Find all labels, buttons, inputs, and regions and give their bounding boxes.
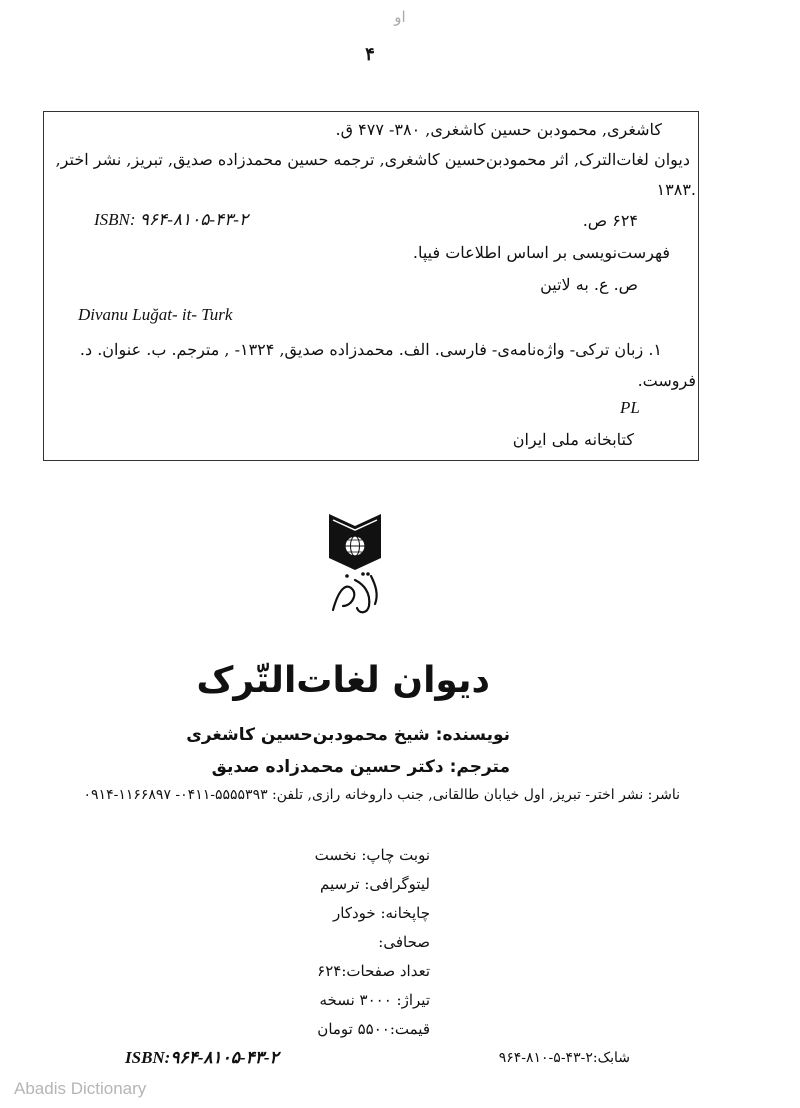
header-mark: او: [394, 8, 406, 26]
site-watermark: Abadis Dictionary: [14, 1079, 147, 1098]
cip-series-line: فروست.: [637, 371, 696, 390]
spec-binding: صحافی:: [378, 933, 430, 951]
cip-latin-note: ص. ع. به لاتین: [540, 275, 638, 294]
page-number: ۴: [365, 44, 375, 65]
translator-credit: مترجم: دکتر حسین محمدزاده صدیق: [211, 757, 510, 777]
spec-edition: نوبت چاپ: نخست: [314, 846, 430, 864]
cip-library: کتابخانه ملی ایران: [512, 430, 634, 449]
publisher-info: ناشر: نشر اختر- تبریز, اول خیابان طالقانی, جنب داروخانه رازی, تلفن: ۵۵۵۵۳۹۳-۰۴۱۱- ۱۱۶۶۸۹۷-۰۹۱۴: [83, 787, 680, 803]
cip-year-line: ۱۳۸۳.: [656, 180, 696, 199]
cip-fipa-note: فهرست‌نویسی بر اساس اطلاعات فیپا.: [412, 243, 670, 262]
cip-author-line: کاشغری, محمودبن حسین کاشغری, ۳۸۰- ۴۷۷ ق.: [335, 120, 662, 139]
cip-classification: PL: [620, 398, 640, 417]
cip-subject-line: ۱. زبان ترکی- واژه‌نامه‌ی- فارسی. الف. محمدزاده صدیق, ۱۳۲۴- , مترجم. ب. عنوان. د.: [79, 340, 662, 359]
author-credit: نویسنده: شیخ محمودبن‌حسین کاشغری: [186, 725, 510, 745]
book-globe-icon: [325, 510, 385, 620]
cip-title-line: دیوان لغات‌الترک, اثر محمودبن‌حسین کاشغری, ترجمه حسین محمدزاده صدیق, تبریز, نشر اختر,: [55, 150, 690, 169]
cip-latin-title: Divanu Luğat- it- Turk: [78, 305, 233, 324]
book-title: دیوان لغات‌التّرک: [196, 660, 490, 701]
spec-page-count: تعداد صفحات:۶۲۴: [317, 962, 430, 980]
cip-isbn: ISBN: ۹۶۴-۸۱۰۵-۴۳-۲: [94, 210, 249, 229]
publisher-logo: [325, 510, 385, 620]
isbn-persian: شابک:۲-۴۳-۵-۸۱۰-۹۶۴: [498, 1050, 630, 1066]
spec-circulation: تیراژ: ۳۰۰۰ نسخه: [319, 991, 430, 1009]
isbn-latin: ISBN:۹۶۴-۸۱۰۵-۴۳-۲: [125, 1048, 279, 1067]
spec-price: قیمت:۵۵۰۰ تومان: [317, 1020, 430, 1038]
spec-printing: چاپخانه: خودکار: [333, 904, 430, 922]
cip-catalog-box: [43, 111, 699, 461]
cip-pages: ۶۲۴ ص.: [582, 211, 638, 230]
spec-lithography: لیتوگرافی: ترسیم: [320, 875, 430, 893]
